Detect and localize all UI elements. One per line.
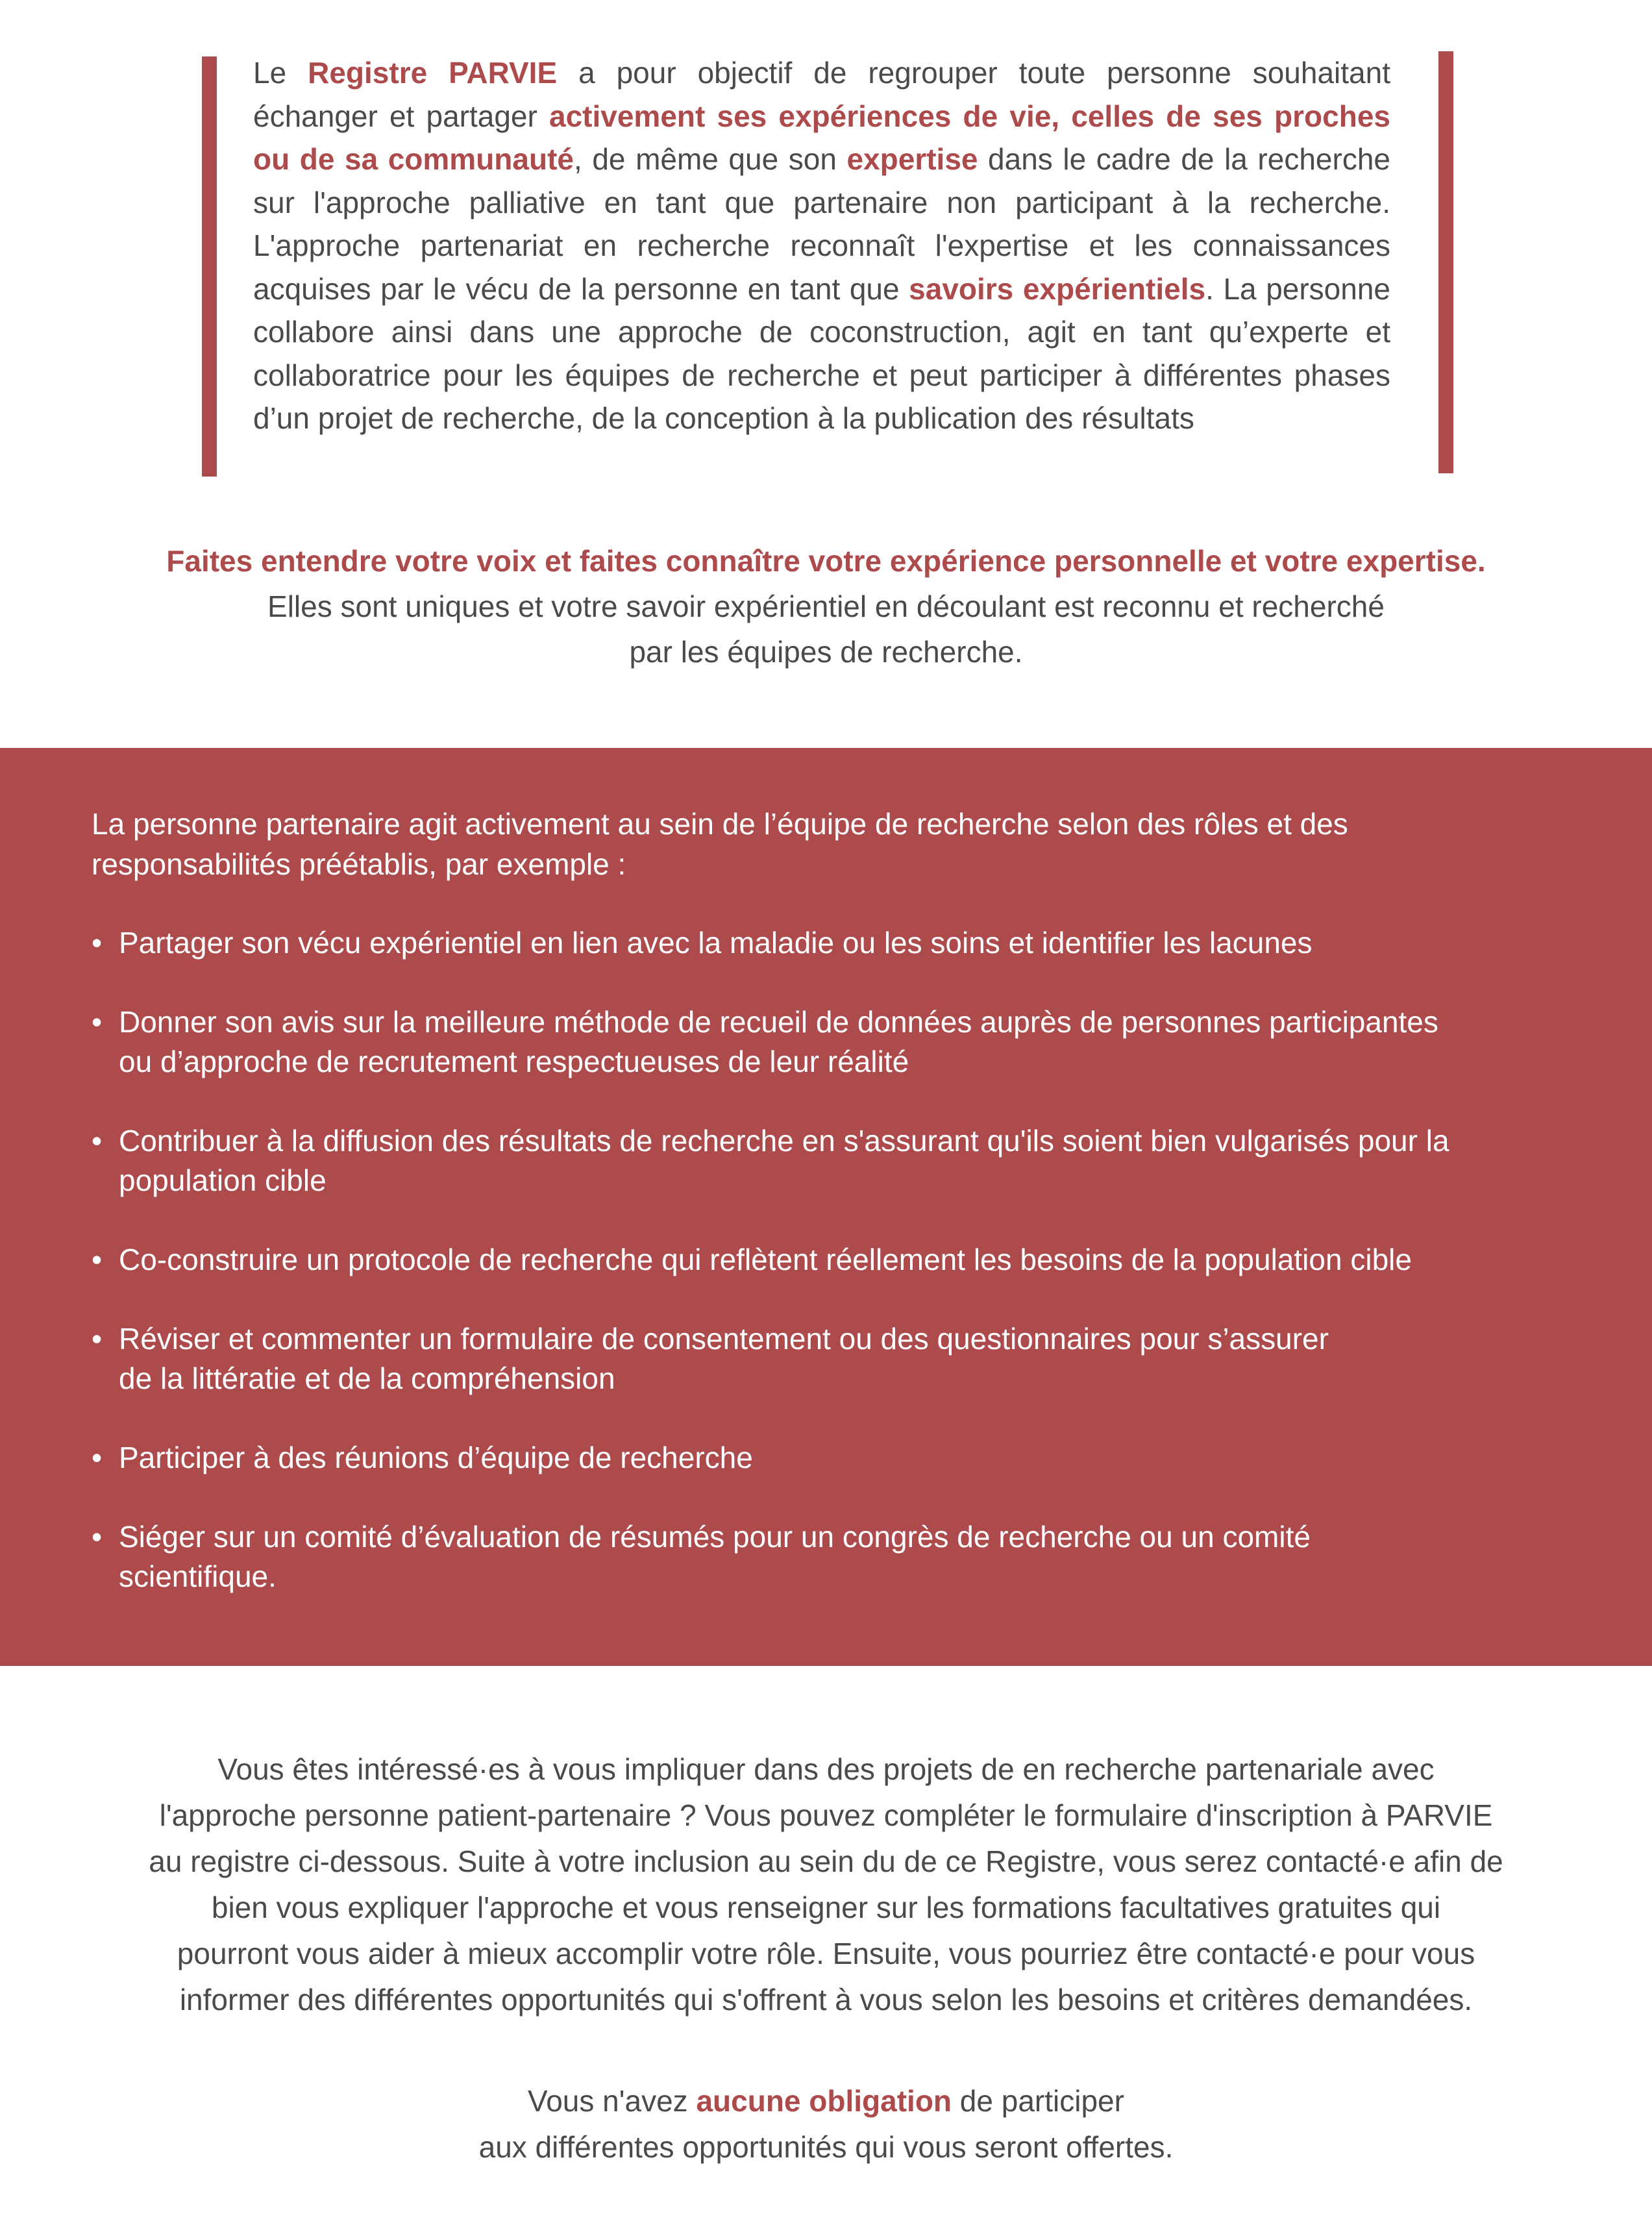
intro-text-2: a pour objectif de regrouper toute personne souhaitant échanger et partager	[253, 56, 1391, 133]
registration-info	[0, 1746, 1652, 2023]
no-obligation-pre: Vous n'avez	[528, 2084, 697, 2118]
list-item	[92, 1240, 1584, 1280]
intro-text-3: , de même que son	[574, 142, 847, 176]
bullet-icon: •	[92, 1243, 103, 1276]
bullet-icon: •	[92, 1124, 103, 1158]
intro-text-1: Le	[253, 56, 308, 90]
list-item-text: Partager son vécu expérientiel en lien avec la maladie ou les soins et identifier les lacunes	[119, 926, 1313, 960]
cta-line-1: Elles sont uniques et votre savoir expérientiel en découlant est reconnu et recherché	[267, 590, 1385, 623]
list-item-text: Co-construire un protocole de recherche qui reflètent réellement les besoins de la population cible	[119, 1243, 1412, 1276]
info-line-5: pourront vous aider à mieux accomplir votre rôle. Ensuite, vous pourriez être contacté·e pour vous	[177, 1937, 1475, 1970]
list-item-text: Réviser et commenter un formulaire de consentement ou des questionnaires pour s’assurer	[119, 1322, 1329, 1356]
cta-line-2: par les équipes de recherche.	[629, 635, 1023, 669]
bullet-icon: •	[92, 926, 103, 960]
info-line-1: Vous êtes intéressé·es à vous impliquer dans des projets de en recherche partenariale avec	[217, 1752, 1435, 1786]
no-obligation-line-1	[0, 2078, 1652, 2124]
no-obligation-post: de participer	[952, 2084, 1124, 2118]
savoirs-highlight: savoirs expérientiels	[909, 271, 1206, 306]
roles-intro-line-2: responsabilités préétablis, par exemple :	[92, 847, 626, 881]
intro-text-4: dans le cadre de la recherche sur l'approche palliative en tant que partenaire non participant à la recherche. L'approche partenariat en recherche reconnaît l'expertise et les connaissances acquises par le vécu de la personne en tant que	[253, 142, 1390, 306]
call-to-action	[0, 538, 1652, 675]
list-item-text-continued: population cible	[119, 1163, 327, 1197]
registry-name-highlight: Registre PARVIE	[308, 56, 558, 90]
no-obligation-line-2: aux différentes opportunités qui vous seront offertes.	[478, 2130, 1174, 2164]
list-item	[92, 1002, 1584, 1082]
roles-list	[92, 923, 1584, 1636]
list-item-text-continued: scientifique.	[119, 1559, 277, 1593]
info-line-6: informer des différentes opportunités qui s'offrent à vous selon les besoins et critères demandées.	[179, 1983, 1473, 2017]
bullet-icon: •	[92, 1520, 103, 1554]
bullet-icon: •	[92, 1005, 103, 1039]
no-obligation-note	[0, 2078, 1652, 2170]
list-item-text: Contribuer à la diffusion des résultats de recherche en s'assurant qu'ils soient bien vulgarisés pour la	[119, 1124, 1449, 1158]
intro-text-5: . La personne collabore ainsi dans une approche de coconstruction, agit en tant qu’experte et collaboratrice pour les équipes de recherche et peut participer à différentes phases d’un projet de recherche, de la conception à la publication des résultats	[253, 271, 1391, 435]
bullet-icon: •	[92, 1322, 103, 1356]
list-item	[92, 1319, 1584, 1398]
bullet-icon: •	[92, 1441, 103, 1474]
roles-intro	[92, 804, 1552, 884]
quote-bar-right	[1438, 51, 1453, 473]
partner-roles-band	[0, 748, 1652, 1666]
expertise-highlight: expertise	[846, 142, 978, 176]
info-line-3: au registre ci-dessous. Suite à votre inclusion au sein du de ce Registre, vous serez contacté·e afin de	[149, 1844, 1503, 1878]
info-line-4: bien vous expliquer l'approche et vous renseigner sur les formations facultatives gratuites qui	[211, 1891, 1441, 1924]
cta-lead: Faites entendre votre voix et faites connaître votre expérience personnelle et votre expertise.	[166, 544, 1486, 578]
no-obligation-highlight: aucune obligation	[696, 2084, 952, 2118]
list-item	[92, 1121, 1584, 1200]
intro-paragraph	[253, 51, 1390, 440]
list-item-text-continued: ou d’approche de recrutement respectueuses de leur réalité	[119, 1045, 909, 1078]
experiences-highlight: activement ses expériences de vie, celles de ses proches ou de sa communauté	[253, 99, 1390, 176]
list-item-text: Donner son avis sur la meilleure méthode de recueil de données auprès de personnes participantes	[119, 1005, 1438, 1039]
list-item-text-continued: de la littératie et de la compréhension	[119, 1361, 615, 1395]
info-line-2: l'approche personne patient-partenaire ? Vous pouvez compléter le formulaire d'inscription à PARVIE	[159, 1798, 1493, 1832]
list-item	[92, 923, 1584, 963]
quote-bar-left	[202, 56, 217, 477]
roles-intro-line-1: La personne partenaire agit activement au sein de l’équipe de recherche selon des rôles et des	[92, 807, 1348, 841]
list-item	[92, 1438, 1584, 1478]
list-item-text: Siéger sur un comité d’évaluation de résumés pour un congrès de recherche ou un comité	[119, 1520, 1311, 1554]
list-item-text: Participer à des réunions d’équipe de recherche	[119, 1441, 753, 1474]
list-item	[92, 1517, 1584, 1596]
intro-quote-block	[202, 51, 1453, 477]
